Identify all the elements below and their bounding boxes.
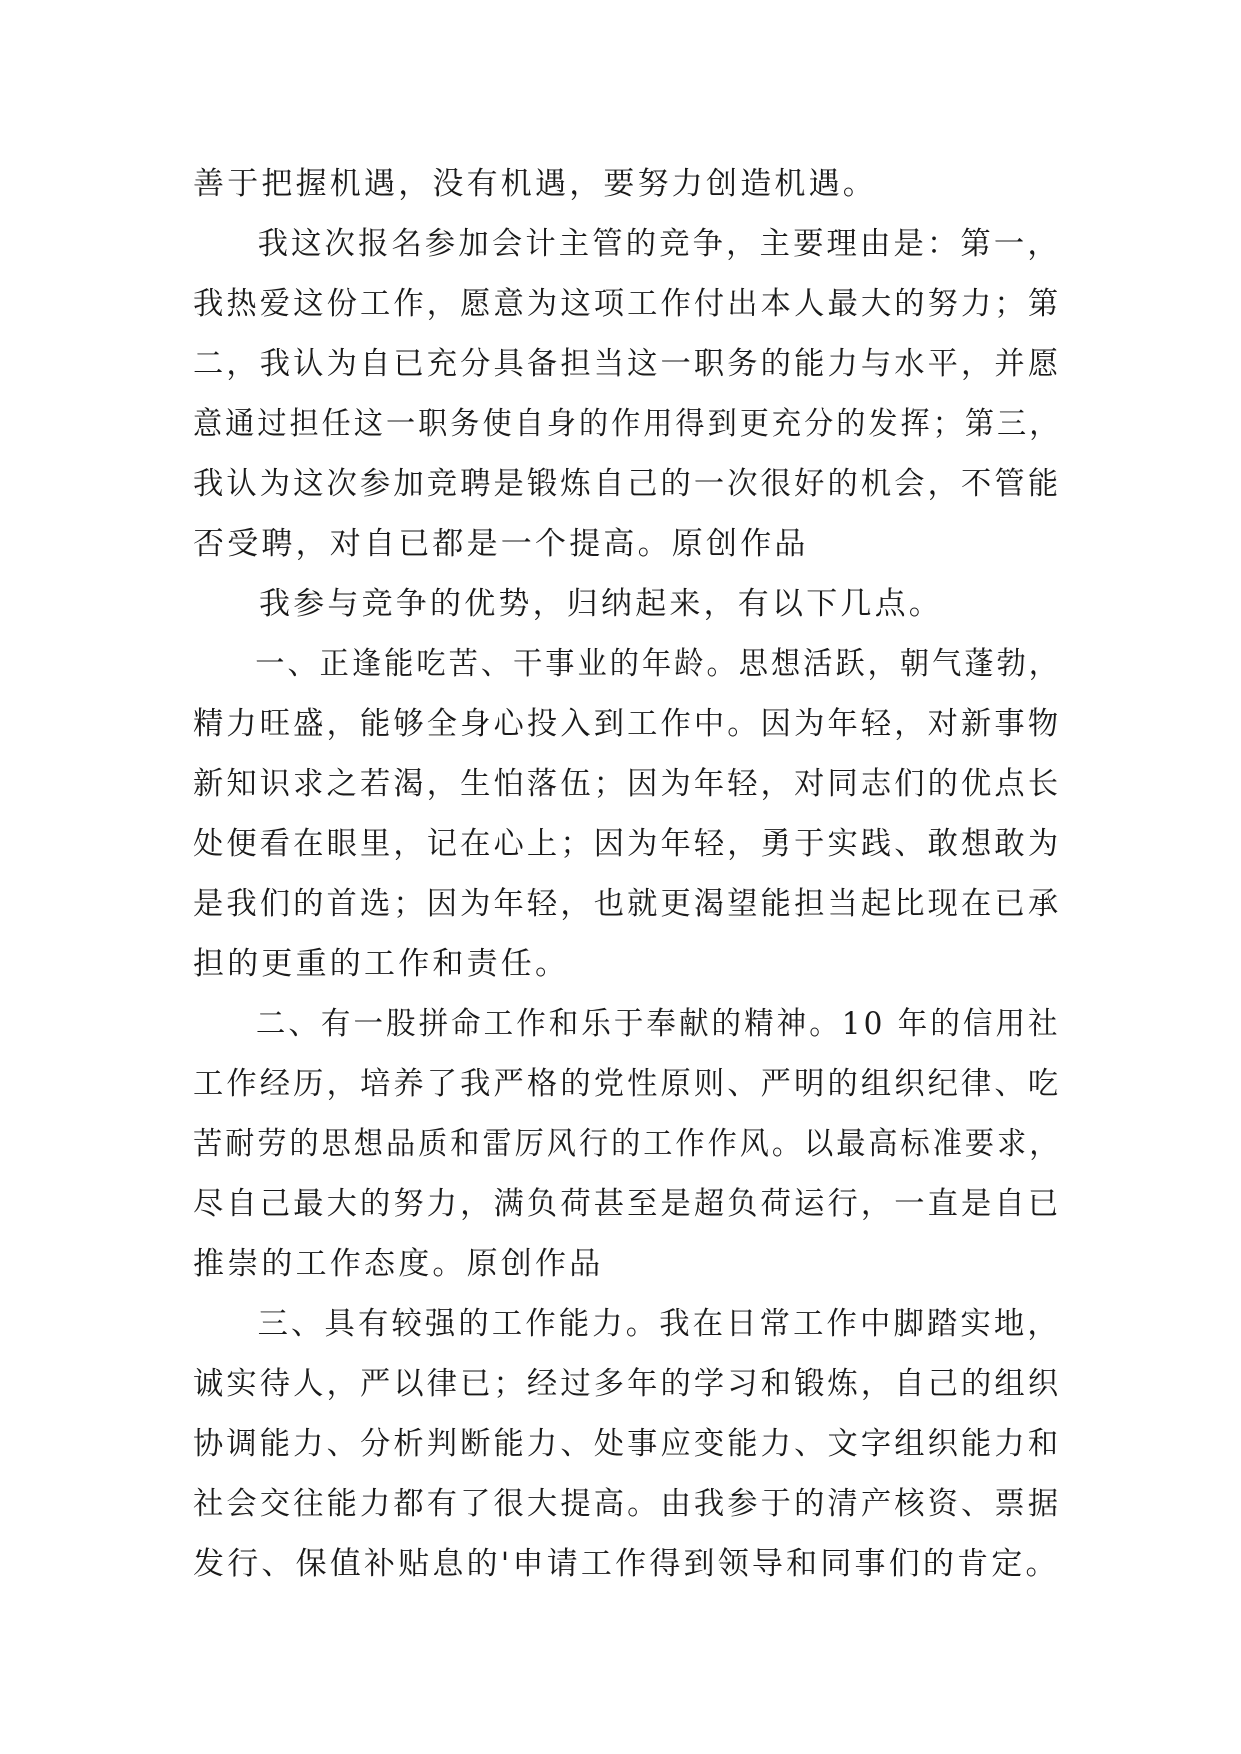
text-line: 善于把握机遇，没有机遇，要努力创造机遇。 <box>193 166 877 202</box>
text-line: 担的更重的工作和责任。 <box>193 946 570 982</box>
text-line: 协调能力、分析判断能力、处事应变能力、文字组织能力和 <box>193 1426 1062 1462</box>
text-line: 诚实待人，严以律已；经过多年的学习和锻炼，自己的组织 <box>193 1366 1062 1402</box>
text-line: 工作经历，培养了我严格的党性原则、严明的组织纪律、吃 <box>193 1066 1062 1102</box>
text-line: 三、具有较强的工作能力。我在日常工作中脚踏实地， <box>257 1306 1061 1342</box>
text-line: 我热爱这份工作，愿意为这项工作付出本人最大的努力；第 <box>193 286 1062 322</box>
text-line: 我参与竞争的优势，归纳起来，有以下几点。 <box>259 586 943 622</box>
text-line: 一、正逢能吃苦、干事业的年龄。思想活跃，朝气蓬勃， <box>255 646 1062 682</box>
text-line: 发行、保值补贴息的'申请工作得到领导和同事们的肯定。 <box>193 1546 1060 1582</box>
text-line: 精力旺盛，能够全身心投入到工作中。因为年轻，对新事物 <box>193 706 1062 742</box>
text-line: 苦耐劳的思想品质和雷厉风行的工作作风。以最高标准要求， <box>193 1126 1062 1162</box>
document-body <box>193 154 1061 1594</box>
text-line: 处便看在眼里，记在心上；因为年轻，勇于实践、敢想敢为 <box>193 826 1062 862</box>
text-line: 社会交往能力都有了很大提高。由我参于的清产核资、票据 <box>193 1486 1062 1522</box>
text-line: 否受聘，对自已都是一个提高。原创作品 <box>193 526 809 562</box>
text-line: 尽自己最大的努力，满负荷甚至是超负荷运行，一直是自已 <box>193 1186 1062 1222</box>
text-line: 新知识求之若渴，生怕落伍；因为年轻，对同志们的优点长 <box>193 766 1062 802</box>
text-line: 二、有一股拼命工作和乐于奉献的精神。10 年的信用社 <box>255 1006 1061 1042</box>
text-line: 二，我认为自已充分具备担当这一职务的能力与水平，并愿 <box>193 346 1062 382</box>
text-line: 我认为这次参加竞聘是锻炼自己的一次很好的机会，不管能 <box>193 466 1062 502</box>
text-line: 意通过担任这一职务使自身的作用得到更充分的发挥；第三， <box>193 406 1062 442</box>
text-line: 推崇的工作态度。原创作品 <box>193 1246 604 1282</box>
text-line: 我这次报名参加会计主管的竞争，主要理由是：第一， <box>257 226 1061 262</box>
text-line: 是我们的首选；因为年轻，也就更渴望能担当起比现在已承 <box>193 886 1062 922</box>
